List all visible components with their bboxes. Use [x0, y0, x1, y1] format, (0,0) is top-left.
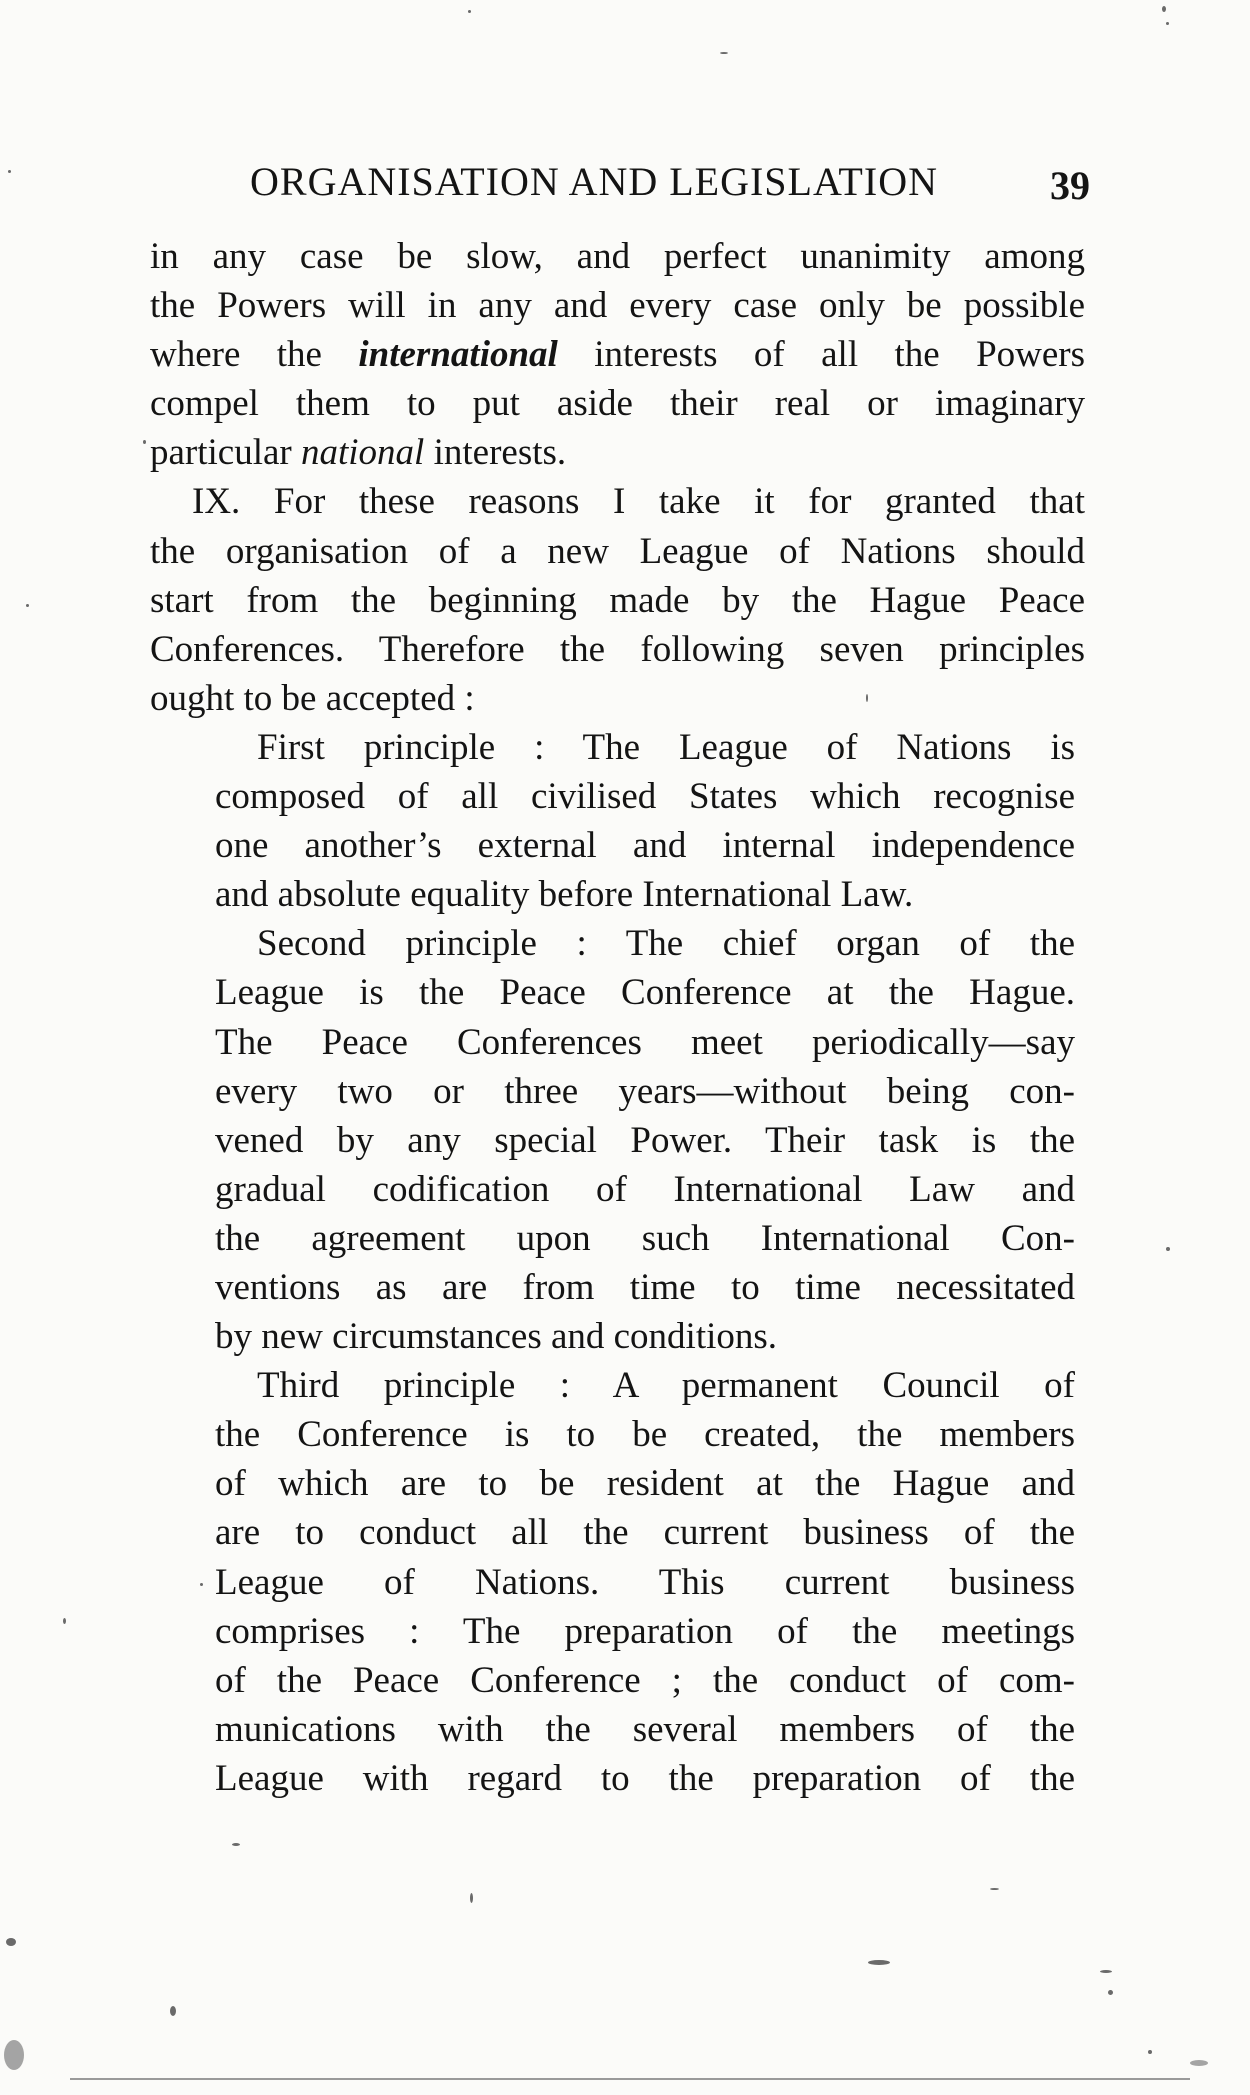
scan-speck: [63, 1618, 66, 1624]
text-line: composed of all civilised States which recognise: [215, 776, 1075, 818]
text-line: of which are to be resident at the Hague and: [215, 1463, 1075, 1505]
scan-speck: [990, 1888, 999, 1890]
text-line: the agreement upon such International Con-: [215, 1217, 1075, 1259]
text-line: are to conduct all the current business of the: [215, 1512, 1075, 1554]
scan-speck: [1100, 1970, 1112, 1973]
scan-edge-rule: [70, 2078, 1190, 2080]
scan-speck: [868, 1960, 890, 1965]
scan-speck: [1148, 2050, 1152, 2054]
text-run: particular: [150, 432, 301, 474]
first-principle: [215, 723, 1075, 919]
body-text: [150, 232, 1085, 1803]
scan-speck: [143, 440, 146, 444]
text-line: IX. For these reasons I take it for granted that: [192, 481, 1085, 523]
text-line: and absolute equality before International Law.: [215, 874, 914, 916]
scan-speck: [170, 2006, 176, 2016]
paragraph-continuation: [150, 232, 1085, 477]
text-line: [150, 330, 1085, 379]
text-line: of the Peace Conference ; the conduct of com-: [215, 1659, 1075, 1701]
scan-speck: [470, 1893, 473, 1903]
text-line: League with regard to the preparation of the: [215, 1757, 1075, 1799]
text-line: comprises : The preparation of the meetings: [215, 1610, 1075, 1652]
text-line: Second principle : The chief organ of the: [257, 923, 1075, 965]
text-line: start from the beginning made by the Hague Peace: [150, 579, 1085, 621]
text-line: The Peace Conferences meet periodically—say: [215, 1021, 1075, 1063]
text-line: every two or three years—without being con-: [215, 1070, 1075, 1112]
scan-speck: [1166, 1247, 1170, 1251]
scan-speck: [720, 52, 728, 54]
second-principle: [215, 919, 1075, 1361]
scan-speck: [1190, 2060, 1208, 2066]
text-line: First principle : The League of Nations is: [257, 726, 1075, 768]
text-line: League of Nations. This current business: [215, 1561, 1075, 1603]
text-line: Conferences. Therefore the following seven principles: [150, 628, 1085, 670]
page-number: 39: [1050, 163, 1090, 208]
scan-speck: [26, 604, 29, 607]
text-line: ought to be accepted :: [150, 677, 475, 719]
text-line: vened by any special Power. Their task is the: [215, 1119, 1075, 1161]
third-principle: [215, 1361, 1075, 1803]
text-line: munications with the several members of the: [215, 1708, 1075, 1750]
text-line: Third principle : A permanent Council of: [257, 1365, 1075, 1407]
text-line: the Powers will in any and every case only be possible: [150, 285, 1085, 327]
text-run: where the: [150, 334, 359, 376]
text-line: gradual codification of International Law and: [215, 1168, 1075, 1210]
text-line: ventions as are from time to time necessitated: [215, 1266, 1075, 1308]
scan-speck: [200, 1583, 203, 1586]
emphasis-national: national: [301, 432, 425, 474]
scan-speck: [232, 1843, 240, 1846]
scan-speck: [4, 2040, 24, 2070]
emphasis-international: international: [358, 334, 558, 376]
scan-speck: [1162, 6, 1166, 12]
text-run: interests.: [424, 432, 567, 474]
text-line: the organisation of a new League of Nations should: [150, 530, 1085, 572]
scan-speck: [6, 1938, 16, 1946]
text-line: one another’s external and internal independence: [215, 825, 1075, 867]
text-line: by new circumstances and conditions.: [215, 1316, 778, 1358]
running-head: [150, 154, 1090, 210]
text-line: [150, 428, 1085, 477]
text-line: in any case be slow, and perfect unanimity among: [150, 236, 1085, 277]
text-line: the Conference is to be created, the members: [215, 1414, 1075, 1456]
text-line: compel them to put aside their real or imaginary: [150, 383, 1085, 425]
scan-speck: [1108, 1990, 1113, 1995]
scan-speck: [8, 170, 11, 173]
running-head-title: ORGANISATION AND LEGISLATION: [250, 159, 938, 204]
scan-speck: [1166, 22, 1169, 25]
text-line: League is the Peace Conference at the Hague.: [215, 972, 1075, 1014]
text-run: interests of all the Powers: [557, 334, 1086, 376]
scan-speck: [866, 694, 868, 702]
scan-speck: [468, 10, 471, 13]
paragraph-ix: [150, 477, 1085, 722]
